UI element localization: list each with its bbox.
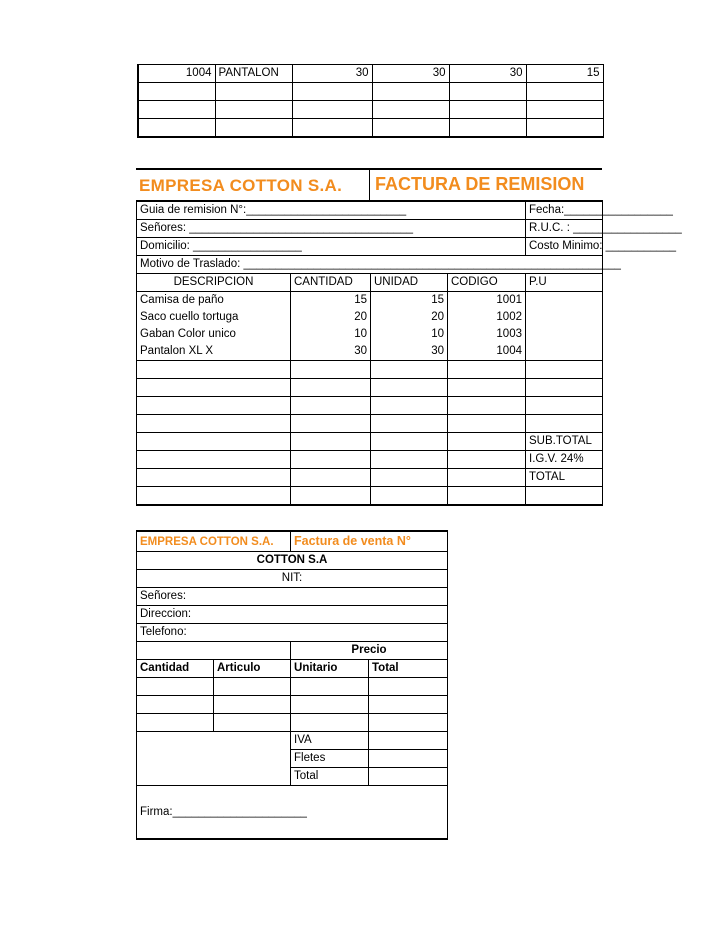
top-table-cell[interactable] [526,83,603,101]
remision-title-box [369,170,603,200]
remision-item-cell[interactable] [526,309,603,326]
remision-item-row [137,292,603,310]
remision-item-cell[interactable]: 1004 [448,343,526,361]
top-table-cell[interactable] [215,119,292,138]
remision-table [136,200,682,506]
header-unidad: UNIDAD [371,274,448,292]
senores-field[interactable]: Señores: ___________________________________ [137,220,526,238]
top-table-cell[interactable] [526,101,603,119]
iva-label: IVA [291,732,369,750]
motivo-field[interactable]: Motivo de Traslado: ___________________________________________________________ [137,256,603,274]
top-items-table [137,64,604,138]
venta-company: EMPRESA COTTON S.A. [137,531,291,552]
igv-label: I.G.V. 24% [526,451,603,469]
total-header: Total [369,660,448,678]
remision-item-cell[interactable]: 15 [291,292,371,310]
venta-total-label: Total [291,768,369,786]
top-table-cell[interactable]: 1004 [138,65,215,83]
top-table-cell[interactable]: 30 [292,65,372,83]
top-table-row [138,83,603,101]
direccion-field[interactable]: Direccion: [137,606,448,624]
costo-field[interactable]: Costo Minimo: ___________ [526,238,603,256]
top-table-cell[interactable] [138,101,215,119]
remision-item-cell[interactable]: Pantalon XL X [137,343,291,361]
remision-item-cell[interactable]: 20 [291,309,371,326]
top-table-cell[interactable] [449,83,526,101]
firma-label: Firma:_____________________ [140,805,307,818]
top-table-cell[interactable] [138,119,215,138]
top-table-cell[interactable]: 30 [449,65,526,83]
subtotal-label: SUB.TOTAL [526,433,603,451]
top-table-cell[interactable] [372,83,449,101]
header-pu: P.U [526,274,603,292]
top-table-cell[interactable] [449,101,526,119]
remision-item-cell[interactable]: 10 [371,326,448,343]
top-table-cell[interactable] [292,101,372,119]
telefono-field[interactable]: Telefono: [137,624,448,642]
nit-field[interactable]: NIT: [137,570,448,588]
top-table-cell[interactable] [372,119,449,138]
remision-item-row [137,309,603,326]
remision-item-cell[interactable] [526,343,603,361]
remision-item-cell[interactable]: Camisa de paño [137,292,291,310]
top-table-cell[interactable] [292,119,372,138]
top-table-cell[interactable] [215,101,292,119]
top-table-cell[interactable]: 30 [372,65,449,83]
remision-item-cell[interactable]: 1001 [448,292,526,310]
header-codigo: CODIGO [448,274,526,292]
top-table-cell[interactable] [372,101,449,119]
precio-header: Precio [291,642,448,660]
fletes-label: Fletes [291,750,369,768]
cotton-label: COTTON S.A [137,552,448,570]
top-table-cell[interactable]: 15 [526,65,603,83]
remision-item-cell[interactable]: 20 [371,309,448,326]
firma-field[interactable] [137,786,448,840]
guia-field[interactable]: Guia de remision N°:_________________________ [137,201,526,220]
remision-item-cell[interactable]: 15 [371,292,448,310]
domicilio-field[interactable]: Domicilio: _________________ [137,238,526,256]
remision-company: EMPRESA COTTON S.A. [139,176,343,195]
fecha-field[interactable]: Fecha:_________________ [526,201,603,220]
remision-item-row [137,343,603,361]
remision-item-cell[interactable]: 1002 [448,309,526,326]
top-table-row [138,65,603,83]
ruc-field[interactable]: R.U.C. : _________________ [526,220,603,238]
venta-senores-field[interactable]: Señores: [137,588,448,606]
total-label: TOTAL [526,469,603,487]
remision-item-row [137,326,603,343]
venta-table [136,530,448,840]
remision-title: FACTURA DE REMISION [375,174,585,194]
remision-item-cell[interactable]: 1003 [448,326,526,343]
remision-item-cell[interactable]: 30 [371,343,448,361]
header-descripcion: DESCRIPCION [137,274,291,292]
top-table-cell[interactable] [526,119,603,138]
remision-header [136,168,602,202]
top-table-cell[interactable] [215,83,292,101]
header-cantidad: CANTIDAD [291,274,371,292]
articulo-header: Articulo [214,660,291,678]
venta-title: Factura de venta N° [291,531,448,552]
top-table-cell[interactable] [292,83,372,101]
remision-item-cell[interactable] [526,292,603,310]
top-table-cell[interactable]: PANTALON [215,65,292,83]
top-table-row [138,119,603,138]
remision-item-cell[interactable] [526,326,603,343]
remision-item-cell[interactable]: Gaban Color unico [137,326,291,343]
top-table-cell[interactable] [449,119,526,138]
remision-item-cell[interactable]: Saco cuello tortuga [137,309,291,326]
unitario-header: Unitario [291,660,369,678]
cantidad-header: Cantidad [137,660,214,678]
remision-item-cell[interactable]: 30 [291,343,371,361]
remision-item-cell[interactable]: 10 [291,326,371,343]
top-table-cell[interactable] [138,83,215,101]
top-table-row [138,101,603,119]
